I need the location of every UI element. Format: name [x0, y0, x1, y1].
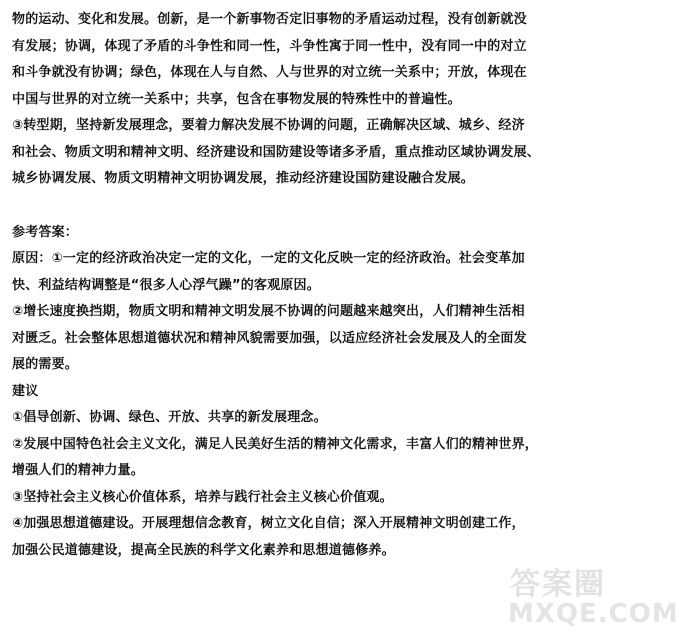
watermark-top-text: 答案圈: [510, 567, 606, 602]
text-line: 对匮乏。社会整体思想道德状况和精神风貌需要加强，以适应经济社会发展及人的全面发: [12, 330, 527, 346]
watermark-bottom-text: MXQE.COM: [508, 599, 679, 629]
text-line: 增强人们的精神力量。: [12, 463, 145, 478]
text-line: 和斗争就没有协调；绿色，体现在人与自然、人与世界的对立统一关系中；开放，体现在: [12, 65, 527, 80]
answer-heading: 参考答案：: [12, 224, 79, 240]
text-line: 快、利益结构调整是“很多人心浮气躁”的客观原因。: [12, 277, 320, 293]
text-line: 原因：①一定的经济政治决定一定的文化，一定的文化反映一定的经济政治。社会变革加: [12, 251, 525, 266]
text-line: ④加强思想道德建设。开展理想信念教育，树立文化自信；深入开展精神文明创建工作，: [12, 516, 525, 531]
text-line: ②发展中国特色社会主义文化，满足人民美好生活的精神文化需求，丰富人们的精神世界，: [12, 436, 539, 452]
text-line: 和社会、物质文明和精神文明、经济建设和国防建设等诸多矛盾，重点推动区域协调发展、: [12, 144, 541, 160]
paragraph-spacer: [12, 193, 604, 220]
text-line: 加强公民道德建设，提高全民族的科学文化素养和思想道德修养。: [12, 542, 395, 558]
text-line: ①倡导创新、协调、绿色、开放、共享的新发展理念。: [12, 410, 327, 425]
suggestion-heading: 建议: [12, 383, 39, 399]
text-line: 物的运动、变化和发展。创新，是一个新事物否定旧事物的矛盾运动过程，没有创新就没: [12, 12, 527, 27]
watermark-logo: [506, 557, 679, 635]
text-line: 中国与世界的对立统一关系中；共享，包含在事物发展的特殊性中的普遍性。: [12, 91, 461, 107]
text-line: ③转型期，坚持新发展理念，要着力解决发展不协调的问题，正确解决区域、城乡、经济: [12, 118, 525, 133]
text-line: 有发展；协调，体现了矛盾的斗争性和同一性，斗争性寓于同一性中，没有同一中的对立: [12, 38, 527, 54]
text-line: ②增长速度换挡期，物质文明和精神文明发展不协调的问题越来越突出，人们精神生活相: [12, 304, 525, 319]
text-line: 城乡协调发展、物质文明精神文明协调发展，推动经济建设国防建设融合发展。: [12, 171, 475, 186]
text-line: 展的需要。: [12, 357, 79, 372]
text-line: ③坚持社会主义核心价值体系，培养与践行社会主义核心价值观。: [12, 489, 393, 505]
